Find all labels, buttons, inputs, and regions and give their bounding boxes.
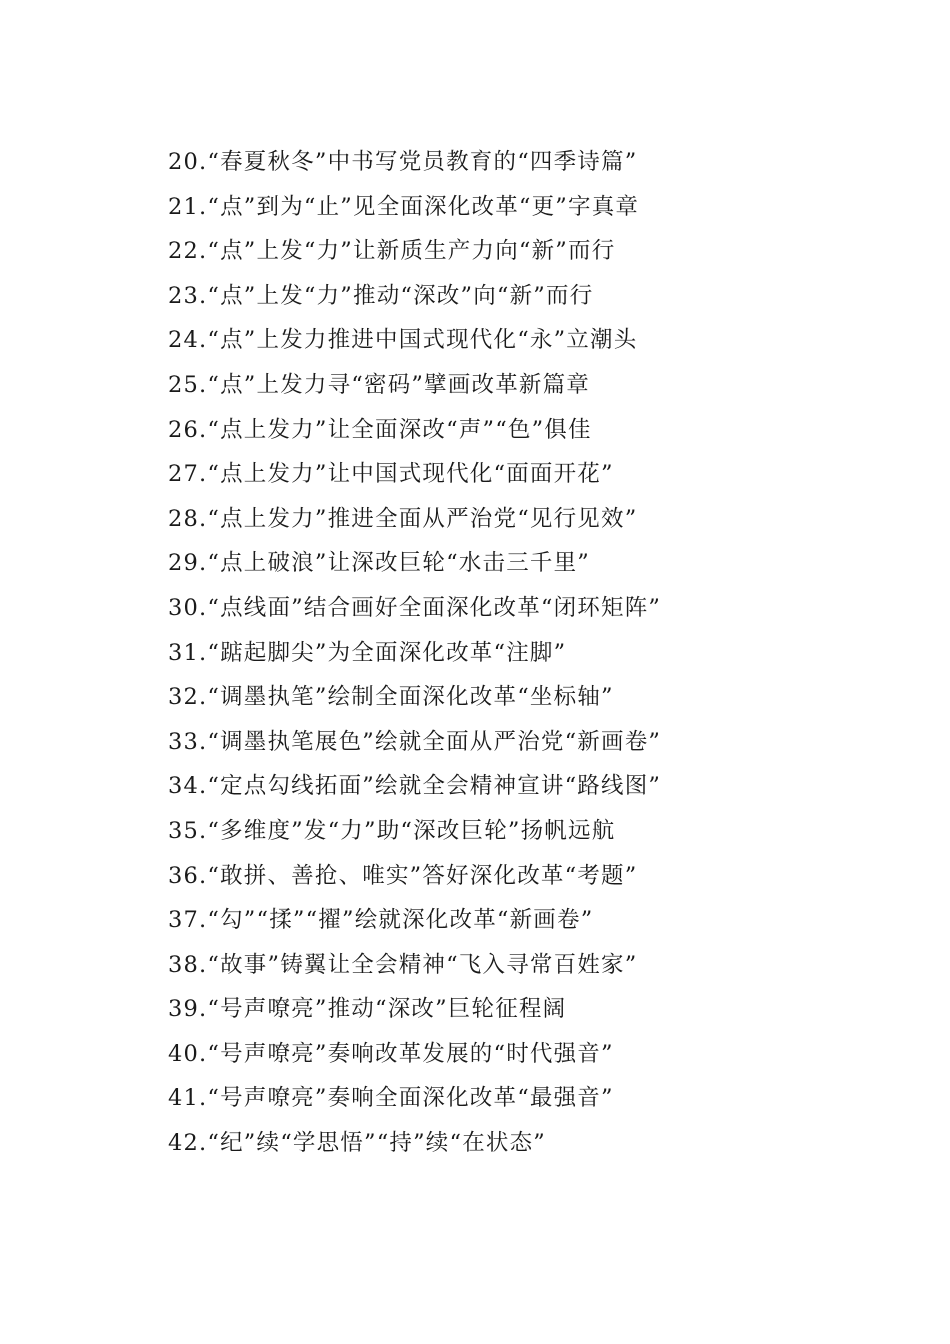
- list-item: 41.“号声嘹亮”奏响全面深化改革“最强音”: [168, 1085, 614, 1112]
- list-item: 29.“点上破浪”让深改巨轮“水击三千里”: [168, 550, 590, 577]
- list-item: 42.“纪”续“学思悟”“持”续“在状态”: [168, 1130, 547, 1157]
- list-item: 35.“多维度”发“力”助“深改巨轮”扬帆远航: [168, 817, 616, 844]
- list-item: 26.“点上发力”让全面深改“声”“色”俱佳: [168, 416, 592, 443]
- list-item: 31.“踮起脚尖”为全面深化改革“注脚”: [168, 639, 567, 666]
- list-item: 40.“号声嘹亮”奏响改革发展的“时代强音”: [168, 1040, 614, 1067]
- list-item: 30.“点线面”结合画好全面深化改革“闭环矩阵”: [168, 594, 662, 621]
- title-list: [168, 140, 661, 1166]
- list-item: 24.“点”上发力推进中国式现代化“永”立潮头: [168, 327, 638, 354]
- list-item: 32.“调墨执笔”绘制全面深化改革“坐标轴”: [168, 684, 614, 711]
- list-item: 37.“勾”“揉”“擢”绘就深化改革“新画卷”: [168, 907, 594, 934]
- list-item: 25.“点”上发力寻“密码”擘画改革新篇章: [168, 371, 590, 398]
- list-item: 23.“点”上发“力”推动“深改”向“新”而行: [168, 282, 594, 309]
- list-item: 33.“调墨执笔展色”绘就全面从严治党“新画卷”: [168, 728, 662, 755]
- list-item: 27.“点上发力”让中国式现代化“面面开花”: [168, 461, 614, 488]
- list-item: 36.“敢拼、善抢、唯实”答好深化改革“考题”: [168, 862, 638, 889]
- list-item: 34.“定点勾线拓面”绘就全会精神宣讲“路线图”: [168, 773, 662, 800]
- list-item: 28.“点上发力”推进全面从严治党“见行见效”: [168, 505, 638, 532]
- list-item: 20.“春夏秋冬”中书写党员教育的“四季诗篇”: [168, 149, 638, 175]
- list-item: 22.“点”上发“力”让新质生产力向“新”而行: [168, 238, 616, 265]
- list-item: 39.“号声嘹亮”推动“深改”巨轮征程阔: [168, 996, 567, 1023]
- list-item: 38.“故事”铸翼让全会精神“飞入寻常百姓家”: [168, 951, 638, 978]
- list-item: 21.“点”到为“止”见全面深化改革“更”字真章: [168, 193, 640, 220]
